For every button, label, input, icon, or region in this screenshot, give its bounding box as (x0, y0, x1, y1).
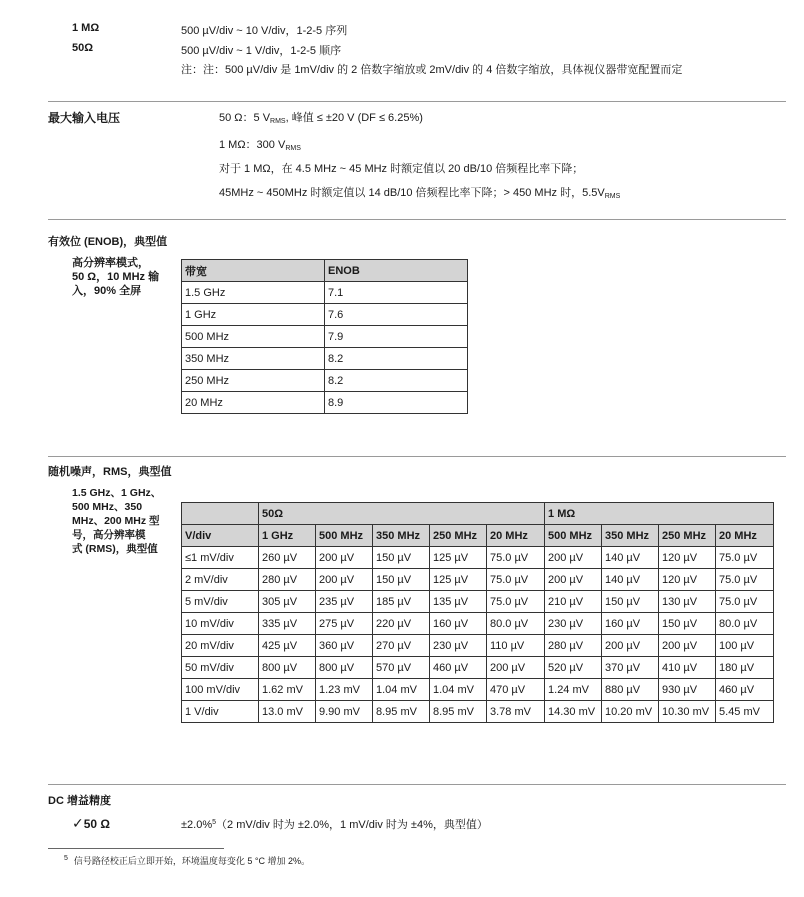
table-cell: 425 µV (259, 635, 316, 657)
table-cell: ≤1 mV/div (182, 547, 259, 569)
table-cell: 235 µV (316, 591, 373, 613)
group-50ohm: 50Ω (259, 503, 545, 525)
table-cell: 270 µV (373, 635, 430, 657)
table-cell: 9.90 mV (316, 701, 373, 723)
table-header-row (182, 260, 468, 282)
table-cell: 200 µV (545, 547, 602, 569)
max-input-line-2: 1 MΩ：300 $V_{RMS}$ (219, 139, 301, 152)
table-group-row (182, 503, 774, 525)
table-cell: 1 V/div (182, 701, 259, 723)
noise-conditions: 1.5 GHz、1 GHz、 500 MHz、350 MHz、200 MHz 型 号，高分辨率模 式 (RMS)，典型值 (72, 487, 162, 555)
table-cell: 8.9 (325, 392, 468, 414)
table-cell: 800 µV (259, 657, 316, 679)
table-header: 350 MHz (373, 525, 430, 547)
table-header: 20 MHz (716, 525, 774, 547)
dc-gain-title: DC 增益精度 (48, 795, 111, 807)
table-cell: 80.0 µV (487, 613, 545, 635)
table-cell: 220 µV (373, 613, 430, 635)
table-cell: 280 µV (259, 569, 316, 591)
table-cell: 180 µV (716, 657, 774, 679)
scale-50ohm-value: 500 µV/div ~ 1 V/div，1-2-5 顺序 (181, 45, 342, 57)
enob-conditions: 高分辨率模式， 50 Ω，10 MHz 输 入，90% 全屏 (72, 257, 160, 297)
table-row (182, 392, 468, 414)
dc-gain-label: ✓50 Ω (72, 815, 111, 831)
table-cell: 200 µV (545, 569, 602, 591)
table-row (182, 370, 468, 392)
table-cell: 150 µV (373, 569, 430, 591)
table-cell: 5.45 mV (716, 701, 774, 723)
table-row (182, 547, 774, 569)
table-cell: 150 µV (373, 547, 430, 569)
table-cell: 20 mV/div (182, 635, 259, 657)
table-cell: 1 GHz (182, 304, 325, 326)
table-cell: 1.24 mV (545, 679, 602, 701)
table-cell: 280 µV (545, 635, 602, 657)
table-row (182, 613, 774, 635)
table-cell: 160 µV (602, 613, 659, 635)
table-cell: 335 µV (259, 613, 316, 635)
scale-1mohm-label: 1 MΩ (72, 22, 100, 34)
scale-1mohm-value: 500 µV/div ~ 10 V/div，1-2-5 序列 (181, 25, 348, 37)
table-cell: 135 µV (430, 591, 487, 613)
table-cell: 250 MHz (182, 370, 325, 392)
table-cell: 460 µV (716, 679, 774, 701)
table-cell: 1.04 mV (373, 679, 430, 701)
table-cell: 75.0 µV (716, 569, 774, 591)
table-cell: 10 mV/div (182, 613, 259, 635)
table-cell: 150 µV (602, 591, 659, 613)
divider (48, 456, 786, 457)
table-cell: 230 µV (430, 635, 487, 657)
table-cell: 8.95 mV (373, 701, 430, 723)
table-cell: 8.2 (325, 348, 468, 370)
table-header: 20 MHz (487, 525, 545, 547)
divider (48, 219, 786, 220)
table-cell: 230 µV (545, 613, 602, 635)
table-cell: 120 µV (659, 547, 716, 569)
table-cell: 930 µV (659, 679, 716, 701)
table-cell: 125 µV (430, 569, 487, 591)
table-cell: 150 µV (659, 613, 716, 635)
table-cell: 360 µV (316, 635, 373, 657)
table-cell: 14.30 mV (545, 701, 602, 723)
table-cell: 100 mV/div (182, 679, 259, 701)
table-cell: 120 µV (659, 569, 716, 591)
table-cell: 880 µV (602, 679, 659, 701)
table-cell: 7.9 (325, 326, 468, 348)
table-header: 500 MHz (316, 525, 373, 547)
table-cell: 210 µV (545, 591, 602, 613)
table-cell: 20 MHz (182, 392, 325, 414)
table-cell: 460 µV (430, 657, 487, 679)
table-row (182, 657, 774, 679)
table-cell: 110 µV (487, 635, 545, 657)
table-cell: 3.78 mV (487, 701, 545, 723)
enob-table (181, 259, 468, 414)
max-input-line-1: 50 Ω：5 $V_{RMS}$, 峰值 ≤ ±20 V (DF ≤ 6.25%) (219, 112, 423, 125)
footnote-rule (48, 848, 224, 849)
table-cell: 75.0 µV (716, 547, 774, 569)
table-cell: 410 µV (659, 657, 716, 679)
table-header-row (182, 525, 774, 547)
table-cell: 305 µV (259, 591, 316, 613)
table-row (182, 326, 468, 348)
check-icon: ✓ (72, 815, 84, 831)
table-cell: 125 µV (430, 547, 487, 569)
scale-note: 注：注：500 µV/div 是 1mV/div 的 2 倍数字缩放或 2mV/div 的 4 倍数字缩放，具体视仪器带宽配置而定 (181, 64, 683, 76)
table-cell: 7.1 (325, 282, 468, 304)
table-cell: 500 MHz (182, 326, 325, 348)
table-cell: 50 mV/div (182, 657, 259, 679)
max-input-title: 最大输入电压 (48, 111, 121, 125)
table-cell: 10.30 mV (659, 701, 716, 723)
table-cell: 5 mV/div (182, 591, 259, 613)
divider (48, 101, 786, 102)
table-cell: 350 MHz (182, 348, 325, 370)
table-header: ENOB (325, 260, 468, 282)
table-cell: 800 µV (316, 657, 373, 679)
table-header: 500 MHz (545, 525, 602, 547)
table-cell: 275 µV (316, 613, 373, 635)
table-cell: 160 µV (430, 613, 487, 635)
max-input-line-3: 对于 1 MΩ，在 4.5 MHz ~ 45 MHz 时额定值以 20 dB/10 倍频程比率下降； (219, 163, 584, 175)
enob-title: 有效位 (ENOB)，典型值 (48, 236, 168, 248)
table-row (182, 591, 774, 613)
table-cell: 7.6 (325, 304, 468, 326)
table-cell: 1.23 mV (316, 679, 373, 701)
table-cell: 200 µV (659, 635, 716, 657)
table-cell: 75.0 µV (716, 591, 774, 613)
table-row (182, 679, 774, 701)
table-cell: 75.0 µV (487, 569, 545, 591)
table-cell: 75.0 µV (487, 547, 545, 569)
table-cell: 130 µV (659, 591, 716, 613)
table-row (182, 348, 468, 370)
divider (48, 784, 786, 785)
table-cell: 140 µV (602, 569, 659, 591)
max-input-line-4: 45MHz ~ 450MHz 时额定值以 14 dB/10 倍频程比率下降；> 450 MHz 时，$5.5V_{RMS}$ (219, 187, 621, 200)
table-header: V/div (182, 525, 259, 547)
table-cell: 100 µV (716, 635, 774, 657)
table-cell: 185 µV (373, 591, 430, 613)
table-cell: 8.95 mV (430, 701, 487, 723)
table-cell: 520 µV (545, 657, 602, 679)
table-cell: 13.0 mV (259, 701, 316, 723)
table-cell: 470 µV (487, 679, 545, 701)
dc-gain-value: ±2.0%$^5$（2 mV/div 时为 ±2.0%，1 mV/div 时为 ±4%，典型值） (181, 819, 488, 831)
table-header: 250 MHz (430, 525, 487, 547)
table-cell: 200 µV (602, 635, 659, 657)
table-cell: 10.20 mV (602, 701, 659, 723)
table-cell: 260 µV (259, 547, 316, 569)
table-header: 250 MHz (659, 525, 716, 547)
noise-title: 随机噪声，RMS，典型值 (48, 466, 172, 478)
table-row (182, 701, 774, 723)
table-cell: 8.2 (325, 370, 468, 392)
table-row (182, 635, 774, 657)
footnote: $^5$ 信号路径校正后立即开始，环境温度每变化 5 °C 增加 2%。 (64, 855, 311, 866)
table-cell: 75.0 µV (487, 591, 545, 613)
table-cell: 370 µV (602, 657, 659, 679)
scale-50ohm-label: 50Ω (72, 42, 94, 54)
table-cell: 1.5 GHz (182, 282, 325, 304)
table-cell: 80.0 µV (716, 613, 774, 635)
noise-table (181, 502, 774, 723)
table-cell: 1.62 mV (259, 679, 316, 701)
table-cell: 200 µV (316, 547, 373, 569)
table-cell: 200 µV (316, 569, 373, 591)
table-header (182, 503, 259, 525)
table-row (182, 569, 774, 591)
table-cell: 2 mV/div (182, 569, 259, 591)
table-cell: 140 µV (602, 547, 659, 569)
table-header: 350 MHz (602, 525, 659, 547)
table-cell: 1.04 mV (430, 679, 487, 701)
group-1mohm: 1 MΩ (545, 503, 774, 525)
table-header: 1 GHz (259, 525, 316, 547)
table-row (182, 282, 468, 304)
table-cell: 570 µV (373, 657, 430, 679)
table-row (182, 304, 468, 326)
table-header: 带宽 (182, 260, 325, 282)
table-cell: 200 µV (487, 657, 545, 679)
